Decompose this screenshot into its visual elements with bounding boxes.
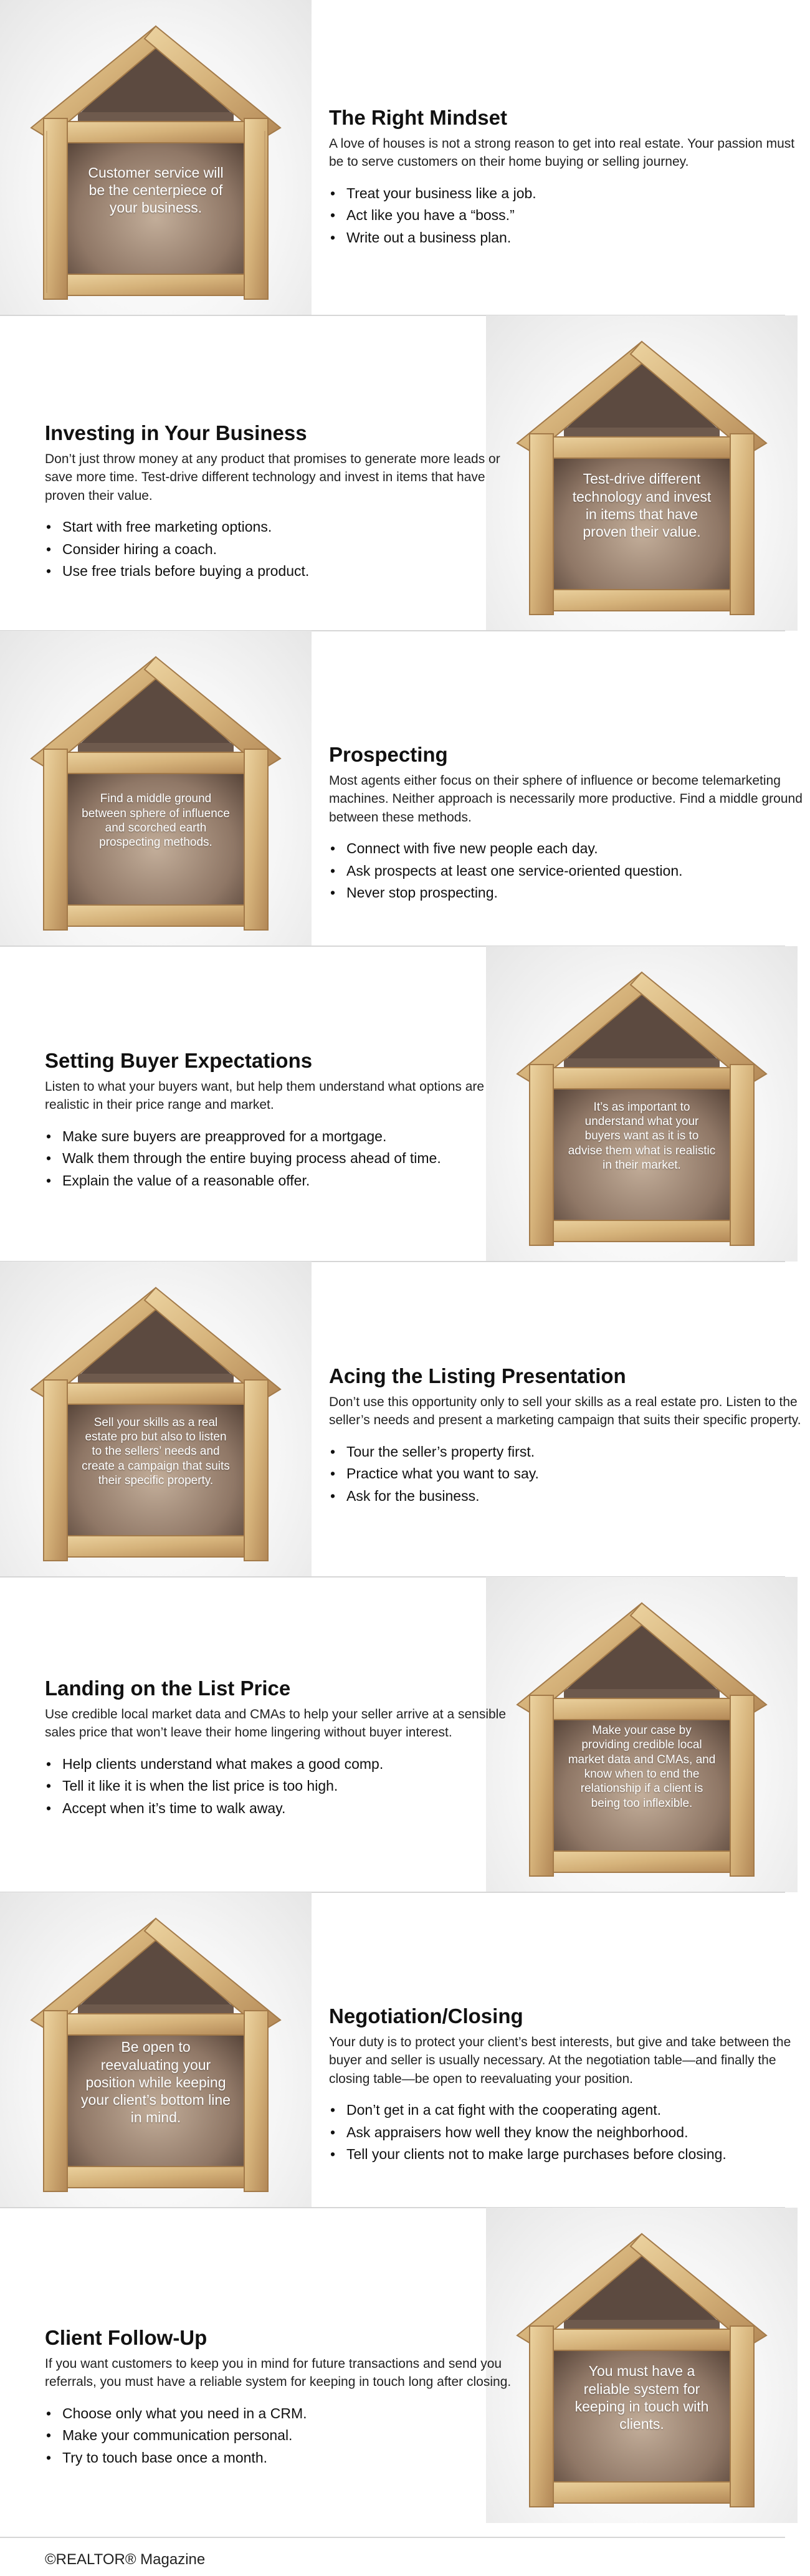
section-list-price bbox=[0, 1577, 810, 1892]
bullet-item: • Try to touch base once a month. bbox=[45, 2447, 525, 2469]
section-investing bbox=[0, 315, 810, 631]
bullet-list bbox=[45, 1753, 525, 1820]
section-client-follow-up bbox=[0, 2208, 810, 2523]
wooden-house-illustration bbox=[486, 2208, 798, 2523]
section-title: Acing the Listing Presentation bbox=[329, 1364, 626, 1387]
section-text bbox=[45, 1049, 525, 1192]
bullet-item: • Ask for the business. bbox=[329, 1485, 809, 1508]
bullet-item: • Consider hiring a coach. bbox=[45, 539, 525, 561]
footer-credit: ©REALTOR® Magazine bbox=[45, 2551, 206, 2568]
bullet-item: • Make sure buyers are preapproved for a mortgage. bbox=[45, 1126, 525, 1148]
bullet-item: • Don’t get in a cat fight with the cooperating agent. bbox=[329, 2099, 809, 2122]
section-text bbox=[329, 2004, 809, 2166]
section-negotiation bbox=[0, 1892, 810, 2208]
bullet-list bbox=[329, 2099, 809, 2166]
wooden-house-illustration bbox=[0, 1892, 312, 2208]
bullet-item: • Tell your clients not to make large purchases before closing. bbox=[329, 2143, 809, 2166]
bullet-item: • Ask prospects at least one service-oriented question. bbox=[329, 860, 809, 883]
bullet-item: • Use free trials before buying a product. bbox=[45, 560, 525, 583]
section-title: The Right Mindset bbox=[329, 106, 507, 129]
bullet-item: • Choose only what you need in a CRM. bbox=[45, 2403, 525, 2425]
bullet-item: • Help clients understand what makes a good comp. bbox=[45, 1753, 525, 1776]
section-intro: A love of houses is not a strong reason to get into real estate. Your passion must be to serve customers on their home buying or selling journey. bbox=[329, 136, 795, 170]
wooden-house-illustration bbox=[486, 315, 798, 631]
section-title: Prospecting bbox=[329, 743, 448, 766]
bullet-item: • Treat your business like a job. bbox=[329, 183, 809, 205]
section-title: Negotiation/Closing bbox=[329, 2004, 523, 2028]
section-title: Setting Buyer Expectations bbox=[45, 1049, 313, 1072]
bullet-item: • Start with free marketing options. bbox=[45, 516, 525, 539]
bullet-item: • Ask appraisers how well they know the neighborhood. bbox=[329, 2122, 809, 2144]
section-intro: Don’t use this opportunity only to sell your skills as a real estate pro. Listen to the seller’s needs and present a marketing campaign that suits their specific property. bbox=[329, 1395, 801, 1428]
bullet-list bbox=[329, 1441, 809, 1508]
wooden-house-illustration bbox=[0, 631, 312, 946]
house-caption: Find a middle ground between sphere of influence and scorched earth prospecting methods. bbox=[82, 792, 230, 850]
house-caption: Customer service will be the centerpiece of your business. bbox=[88, 164, 224, 216]
bullet-item: • Tell it like it is when the list price is too high. bbox=[45, 1775, 525, 1798]
section-title: Landing on the List Price bbox=[45, 1677, 291, 1700]
section-prospecting bbox=[0, 631, 810, 946]
bullet-item: • Explain the value of a reasonable offer. bbox=[45, 1170, 525, 1192]
house-caption: It’s as important to understand what your buyers want as it is to advise them what is realistic in their market. bbox=[568, 1100, 716, 1172]
section-text bbox=[329, 743, 809, 904]
house-caption: Make your case by providing credible local market data and CMAs, and know when to end the relationship if a client is being too inflexible. bbox=[568, 1723, 716, 1810]
section-intro: Listen to what your buyers want, but help them understand what options are realistic in their price range and market. bbox=[45, 1080, 485, 1113]
section-intro: Your duty is to protect your client’s best interests, but give and take between the buyer and seller is usually necessary. At the negotiation table—and finally the closing table—be open to reevaluating your position. bbox=[329, 2035, 791, 2086]
section-intro: Use credible local market data and CMAs to help your seller arrive at a sensible sales price that won’t leave their home lingering without buyer interest. bbox=[45, 1707, 507, 1740]
bullet-item: • Act like you have a “boss.” bbox=[329, 204, 809, 227]
wooden-house-illustration bbox=[0, 1262, 312, 1577]
section-listing-presentation bbox=[0, 1262, 810, 1577]
house-caption: Be open to reevaluating your position while keeping your client’s bottom line in mind. bbox=[81, 2039, 231, 2126]
section-text bbox=[45, 2326, 525, 2469]
bullet-item: • Make your communication personal. bbox=[45, 2425, 525, 2447]
bullet-item: • Write out a business plan. bbox=[329, 227, 809, 249]
section-right-mindset bbox=[0, 0, 810, 315]
bullet-item: • Practice what you want to say. bbox=[329, 1463, 809, 1485]
wooden-house-illustration bbox=[0, 0, 312, 315]
section-text bbox=[329, 1364, 809, 1508]
house-caption: Test-drive different technology and invest in items that have proven their value. bbox=[572, 471, 712, 540]
bullet-item: • Tour the seller’s property first. bbox=[329, 1441, 809, 1463]
bullet-list bbox=[329, 183, 809, 249]
section-title: Client Follow-Up bbox=[45, 2326, 207, 2349]
bullet-item: • Connect with five new people each day. bbox=[329, 838, 809, 860]
house-caption: Sell your skills as a real estate pro but also to listen to the sellers’ needs and create a campaign that suits their specific property. bbox=[82, 1415, 230, 1488]
section-intro: Don’t just throw money at any product that promises to generate more leads or save more time. Test-drive different technology and invest in items that have proven their value. bbox=[45, 452, 500, 503]
section-text bbox=[329, 106, 809, 249]
bullet-list bbox=[329, 838, 809, 904]
section-text bbox=[45, 1677, 525, 1820]
bullet-list bbox=[45, 1126, 525, 1192]
section-intro: Most agents either focus on their sphere of influence or become telemarketing machines. Neither approach is necessarily more productive. Find a middle ground between these methods. bbox=[329, 773, 803, 825]
bullet-item: • Walk them through the entire buying process ahead of time. bbox=[45, 1147, 525, 1170]
wooden-house-illustration bbox=[486, 946, 798, 1262]
section-title: Investing in Your Business bbox=[45, 421, 307, 444]
section-divider bbox=[0, 2537, 785, 2538]
bullet-list bbox=[45, 2403, 525, 2469]
section-intro: If you want customers to keep you in mind for future transactions and send you referrals, you must have a reliable system for keeping in touch long after closing. bbox=[45, 2357, 512, 2390]
section-buyer-expectations bbox=[0, 946, 810, 1262]
bullet-item: • Accept when it’s time to walk away. bbox=[45, 1798, 525, 1820]
bullet-list bbox=[45, 516, 525, 583]
bullet-item: • Never stop prospecting. bbox=[329, 882, 809, 904]
house-caption: You must have a reliable system for keeping in touch with clients. bbox=[574, 2363, 709, 2433]
wooden-house-illustration bbox=[486, 1577, 798, 1892]
section-text bbox=[45, 421, 525, 583]
